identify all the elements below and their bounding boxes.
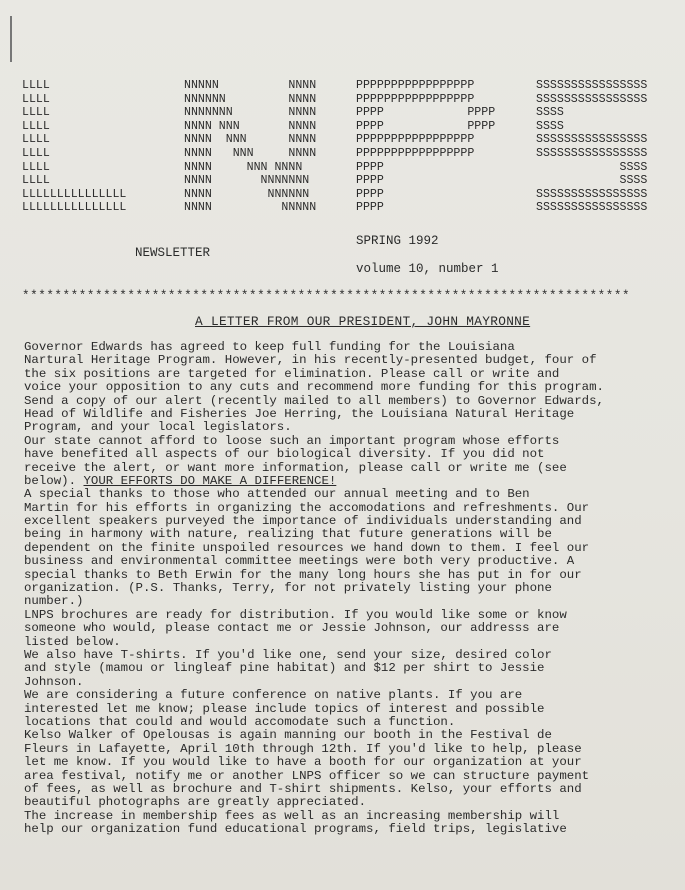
body-line — [24, 823, 664, 836]
body-line-text: have benefited all aspects of our biological diversity. If you did not — [24, 447, 545, 462]
page-edge-mark — [10, 16, 12, 62]
banner-row: LLLL — [22, 79, 50, 92]
banner-row: NNNN NNN NNNN — [184, 146, 317, 160]
body-line-text: interested let me know; please include topics of interest and possible — [24, 701, 545, 716]
body-line-text: someone who would, please contact me or Jessie Johnson, our addresss are — [24, 621, 560, 636]
body-line — [24, 636, 664, 649]
body-line — [24, 582, 664, 595]
banner-row: SSSSSSSSSSSSSSSS — [536, 133, 648, 147]
banner-row: PPPP — [356, 187, 384, 201]
body-line-text: help our organization fund educational programs, field trips, legislative — [24, 822, 567, 837]
newsletter-label: NEWSLETTER — [135, 246, 211, 260]
body-line-text: number.) — [24, 594, 84, 609]
body-line — [24, 462, 664, 475]
body-line — [24, 609, 664, 622]
body-line — [24, 395, 664, 408]
body-line-text: below). — [24, 473, 84, 488]
body-line-text: Send a copy of our alert (recently mailed to all members) to Governor Edwards, — [24, 393, 604, 408]
banner-row: PPPPPPPPPPPPPPPPP — [356, 146, 475, 160]
body-line — [24, 555, 664, 568]
banner-row: SSSS — [536, 119, 564, 133]
body-line-text: We also have T-shirts. If you'd like one, send your size, desired color — [24, 647, 552, 662]
body-line — [24, 662, 664, 675]
body-line — [24, 569, 664, 582]
banner-row: SSSSSSSSSSSSSSSS — [536, 201, 648, 215]
banner-row: SSSSSSSSSSSSSSSS — [536, 79, 648, 92]
banner-letter-s — [536, 79, 647, 215]
body-line — [24, 368, 664, 381]
banner-row: NNNN NNNNNNN — [184, 174, 310, 188]
body-line-text: LNPS brochures are ready for distribution. If you would like some or know — [24, 607, 567, 622]
body-line — [24, 502, 664, 515]
body-line-text: organization. (P.S. Thanks, Terry, for not privately listing your phone — [24, 581, 552, 596]
banner-row: LLLL — [22, 146, 50, 160]
body-line-text: We are considering a future conference on native plants. If you are — [24, 688, 523, 703]
banner-row: LLLL — [22, 160, 50, 174]
banner-row: LLLLLLLLLLLLLLL — [22, 187, 127, 201]
body-line-text: Nartural Heritage Program. However, in his recently-presented budget, four of — [24, 353, 597, 368]
body-line — [24, 649, 664, 662]
banner-row: SSSS — [536, 174, 648, 188]
body-line-text: voice your opposition to any cuts and recommend more funding for this program. — [24, 380, 604, 395]
body-line — [24, 475, 664, 488]
body-line-text: beautiful photographs are greatly appreciated. — [24, 795, 367, 810]
body-line-text: Kelso Walker of Opelousas is again manning our booth in the Festival de — [24, 728, 552, 743]
banner-row: PPPP — [356, 174, 384, 188]
banner-row: PPPPPPPPPPPPPPPPP — [356, 133, 475, 147]
body-line-text: the six positions are targeted for elimination. Please call or write and — [24, 366, 560, 381]
banner-row: NNNNNN NNNN — [184, 92, 317, 106]
body-line — [24, 796, 664, 809]
body-line — [24, 676, 664, 689]
body-line — [24, 716, 664, 729]
body-line-text: being in harmony with nature, realizing that future generations will be — [24, 527, 552, 542]
body-line — [24, 421, 664, 434]
banner-letter-n — [184, 79, 316, 215]
body-line — [24, 435, 664, 448]
body-line — [24, 341, 664, 354]
body-line-text: Program, and your local legislators. — [24, 420, 292, 435]
body-line — [24, 488, 664, 501]
banner-row: PPPP — [356, 201, 384, 215]
banner-row: SSSS — [536, 106, 564, 120]
body-line — [24, 542, 664, 555]
body-line-text: dependent on the finite unspoiled resources we hand down to them. I feel our — [24, 540, 590, 555]
body-line — [24, 743, 664, 756]
body-line — [24, 515, 664, 528]
banner-row: LLLL — [22, 133, 50, 147]
underlined-phrase: YOUR EFFORTS DO MAKE A DIFFERENCE! — [83, 473, 337, 488]
body-line-text: excellent speakers purveyed the importance of individuals understanding and — [24, 514, 582, 529]
season-label: SPRING 1992 — [356, 234, 439, 248]
body-line-text: Fleurs in Lafayette, April 10th through 12th. If you'd like to help, please — [24, 741, 582, 756]
banner-row: PPPP — [356, 160, 384, 174]
body-line-text: Martin for his efforts in organizing the accomodations and refreshments. Our — [24, 500, 590, 515]
body-line-text: Johnson. — [24, 674, 84, 689]
body-line — [24, 354, 664, 367]
body-line — [24, 756, 664, 769]
banner-row: SSSSSSSSSSSSSSSS — [536, 92, 648, 106]
body-line-text: let me know. If you would like to have a booth for our organization at your — [24, 755, 582, 770]
banner-row: PPPP PPPP — [356, 106, 496, 120]
body-line-text: The increase in membership fees as well as an increasing membership will — [24, 808, 560, 823]
banner-row: SSSSSSSSSSSSSSSS — [536, 187, 648, 201]
body-line-text: Our state cannot afford to loose such an important program whose efforts — [24, 433, 560, 448]
body-line-text: of fees, as well as brochure and T-shirt shipments. Kelso, your efforts and — [24, 781, 582, 796]
body-line-text: area festival, notify me or another LNPS officer so we can structure payment — [24, 768, 590, 783]
banner-row: PPPPPPPPPPPPPPPPP — [356, 79, 475, 92]
body-line — [24, 729, 664, 742]
body-line-text: Governor Edwards has agreed to keep full funding for the Louisiana — [24, 340, 515, 354]
banner-row: LLLL — [22, 174, 50, 188]
banner-row: LLLL — [22, 119, 50, 133]
body-line-text: business and environmental committee meetings were both very productive. A — [24, 554, 575, 569]
banner-row: PPPPPPPPPPPPPPPPP — [356, 92, 475, 106]
body-line-text: receive the alert, or want more information, please call or write me (see — [24, 460, 567, 475]
banner-row: NNNNNNN NNNN — [184, 106, 317, 120]
banner-row: LLLLLLLLLLLLLLL — [22, 201, 127, 215]
banner-row: SSSS — [536, 160, 648, 174]
banner-letter-p — [356, 79, 495, 215]
volume-label: volume 10, number 1 — [356, 262, 499, 276]
banner-row: LLLL — [22, 106, 50, 120]
body-line — [24, 408, 664, 421]
body-line — [24, 783, 664, 796]
body-line — [24, 770, 664, 783]
banner-row: PPPP PPPP — [356, 119, 496, 133]
body-line-text: special thanks to Beth Erwin for the many long hours she has put in for our — [24, 567, 582, 582]
body-line — [24, 448, 664, 461]
body-line — [24, 528, 664, 541]
banner-row: NNNN NNN NNNN — [184, 119, 317, 133]
body-line — [24, 703, 664, 716]
banner-row: SSSSSSSSSSSSSSSS — [536, 146, 648, 160]
body-line — [24, 381, 664, 394]
banner-row: NNNN NNN NNNN — [184, 160, 303, 174]
letter-body — [24, 341, 664, 836]
banner-row: NNNN NNN NNNN — [184, 133, 317, 147]
banner-row: LLLL — [22, 92, 50, 106]
asterisk-divider: *************************************************************************** — [22, 289, 631, 303]
letter-title: A LETTER FROM OUR PRESIDENT, JOHN MAYRONNE — [195, 314, 531, 329]
banner-letter-l — [22, 79, 126, 215]
banner-row: NNNN NNNNNN — [184, 187, 310, 201]
body-line — [24, 622, 664, 635]
body-line-text: Head of Wildlife and Fisheries Joe Herring, the Louisiana Natural Heritage — [24, 406, 575, 421]
lnps-banner — [0, 79, 685, 219]
body-line-text: listed below. — [24, 634, 121, 649]
body-line — [24, 689, 664, 702]
banner-row: NNNNN NNNN — [184, 79, 317, 92]
body-line — [24, 810, 664, 823]
body-line-text: A special thanks to those who attended our annual meeting and to Ben — [24, 487, 530, 502]
body-line — [24, 595, 664, 608]
body-line-text: locations that could and would accomodate such a function. — [24, 714, 456, 729]
banner-row: NNNN NNNNN — [184, 201, 317, 215]
body-line-text: and style (mamou or lingleaf pine habitat) and $12 per shirt to Jessie — [24, 661, 545, 676]
